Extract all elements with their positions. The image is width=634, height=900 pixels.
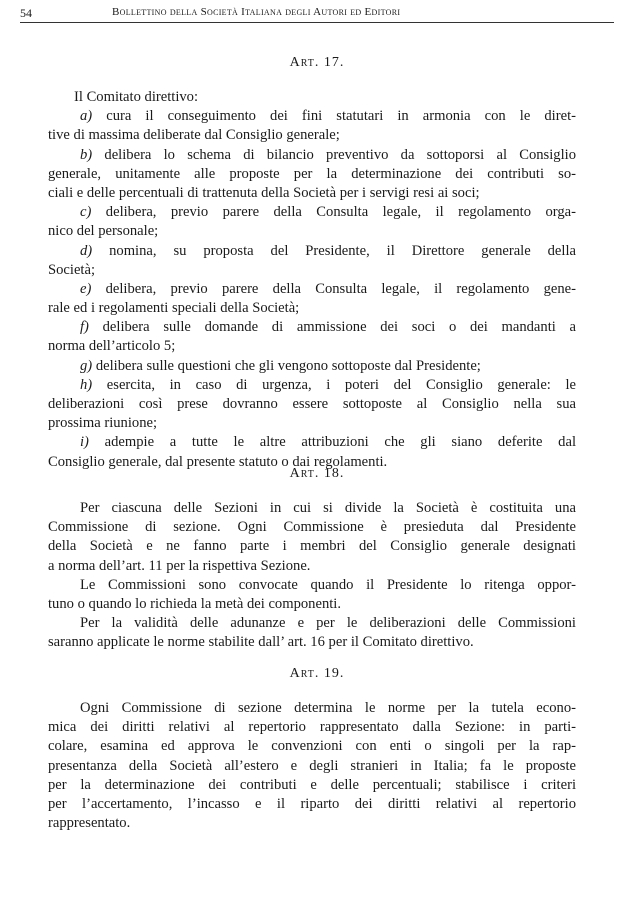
- art-19-line: rappresentato.: [48, 815, 131, 832]
- art-19-body: [48, 699, 576, 833]
- art-17-line: [48, 337, 576, 356]
- art-17-item: [48, 376, 576, 395]
- journal-title: Bollettino della Società Italiana degli Autori ed Editori: [112, 6, 401, 18]
- item-text: esercita, in caso di urgenza, i poteri del Consiglio generale: le: [106, 376, 576, 393]
- art-18-line: Commissione di sezione. Ogni Commissione è presieduta dal Presidente: [48, 519, 576, 536]
- art-18-body: [48, 499, 576, 653]
- art-17-line: [48, 184, 576, 203]
- running-head: [20, 4, 614, 23]
- item-text: delibera, previo parere della Consulta legale, il regolamento gene-: [105, 280, 576, 297]
- item-text: Consiglio generale, dal presente statuto o dai regolamenti.: [48, 453, 388, 470]
- art-17-line: [48, 222, 576, 241]
- item-label: e): [80, 280, 92, 297]
- art-19-line: colare, esamina ed approva le convenzioni con enti o singoli per la rap-: [48, 738, 576, 755]
- art-18-heading: Art. 18.: [289, 466, 345, 481]
- art-18-line: Per la validità delle adunanze e per le deliberazioni delle Commissioni: [80, 615, 576, 632]
- item-text: delibera sulle domande di ammissione dei soci o dei mandanti a: [102, 319, 576, 336]
- art-17-item: [48, 357, 576, 376]
- item-text: prossima riunione;: [48, 415, 158, 432]
- item-text: deliberazioni così prese dovranno essere sottoposte al Consiglio nella sua: [48, 396, 576, 412]
- item-text: ciali e delle percentuali di trattenuta della Società per i servigi resi ai soci;: [48, 184, 480, 201]
- art-17-item: [48, 242, 576, 261]
- item-text: nomina, su proposta del Presidente, il Direttore generale della: [109, 242, 576, 259]
- art-17-item: [48, 433, 576, 452]
- art-17-line: [48, 395, 576, 414]
- item-text: cura il conseguimento dei fini statutari in armonia con le diret-: [106, 108, 576, 125]
- item-text: delibera lo schema di bilancio preventivo da sottoporsi al Consiglio: [104, 146, 576, 163]
- art-17-intro: Il Comitato direttivo:: [74, 89, 199, 105]
- item-text: tive di massima deliberate dal Consiglio generale;: [48, 127, 340, 144]
- item-label: h): [80, 376, 93, 393]
- art-18-line: Per ciascuna delle Sezioni in cui si divide la Società è costituita una: [80, 500, 576, 516]
- item-text: adempie a tutte le altre attribuzioni che gli siano deferite dal: [104, 434, 576, 451]
- item-text: delibera, previo parere della Consulta legale, il regolamento orga-: [105, 204, 576, 221]
- art-17-item: [48, 280, 576, 299]
- art-17-body: [48, 88, 576, 472]
- art-19-line: mica dei diritti relativi al repertorio rappresentato dalla Sezione: in parti-: [48, 719, 576, 736]
- item-label: a): [80, 108, 93, 125]
- item-label: d): [80, 242, 93, 259]
- art-18-line: Le Commissioni sono convocate quando il Presidente lo ritenga oppor-: [80, 576, 576, 593]
- art-17-line: [48, 414, 576, 433]
- item-text: delibera sulle questioni che gli vengono sottoposte dal Presidente;: [95, 357, 481, 374]
- art-18-line: della Società e ne fanno parte i membri del Consiglio generale designati: [48, 538, 576, 555]
- art-17-item: [48, 318, 576, 337]
- art-19-line: presentanza della Società all’estero e degli stranieri in Italia; fa le proposte: [48, 757, 576, 774]
- item-label: b): [80, 146, 93, 163]
- item-text: nico del personale;: [48, 223, 159, 240]
- art-17-line: [48, 165, 576, 184]
- item-text: generale, unitamente alle proposte per la determinazione dei contributi so-: [48, 165, 576, 182]
- art-17-item: [48, 146, 576, 165]
- art-18-line: saranno applicate le norme stabilite dall’ art. 16 per il Comitato direttivo.: [48, 634, 474, 651]
- art-17-line: [48, 299, 576, 318]
- item-label: f): [80, 319, 89, 336]
- art-18-line: tuno o quando lo richieda la metà dei componenti.: [48, 595, 342, 612]
- art-19-line: per l’accertamento, l’incasso e il riparto dei diritti relativi al repertorio: [48, 795, 576, 812]
- art-17-item: [48, 107, 576, 126]
- art-19-heading: Art. 19.: [289, 666, 345, 681]
- art-17-line: [48, 261, 576, 280]
- art-19-line: Ogni Commissione di sezione determina le norme per la tutela econo-: [80, 700, 576, 716]
- item-text: norma dell’articolo 5;: [48, 338, 176, 355]
- page-number: 54: [20, 6, 32, 20]
- art-19-line: per la determinazione dei contributi e delle percentuali; stabilisce i criteri: [48, 776, 576, 793]
- art-18-line: a norma dell’art. 11 per la rispettiva Sezione.: [48, 557, 311, 574]
- item-text: Società;: [48, 261, 96, 278]
- item-label: g): [80, 357, 93, 374]
- item-label: i): [80, 434, 89, 451]
- item-text: rale ed i regolamenti speciali della Società;: [48, 300, 300, 317]
- item-label: c): [80, 204, 92, 221]
- art-17-item: [48, 203, 576, 222]
- art-17-line: [48, 126, 576, 145]
- art-17-heading: Art. 17.: [289, 55, 345, 70]
